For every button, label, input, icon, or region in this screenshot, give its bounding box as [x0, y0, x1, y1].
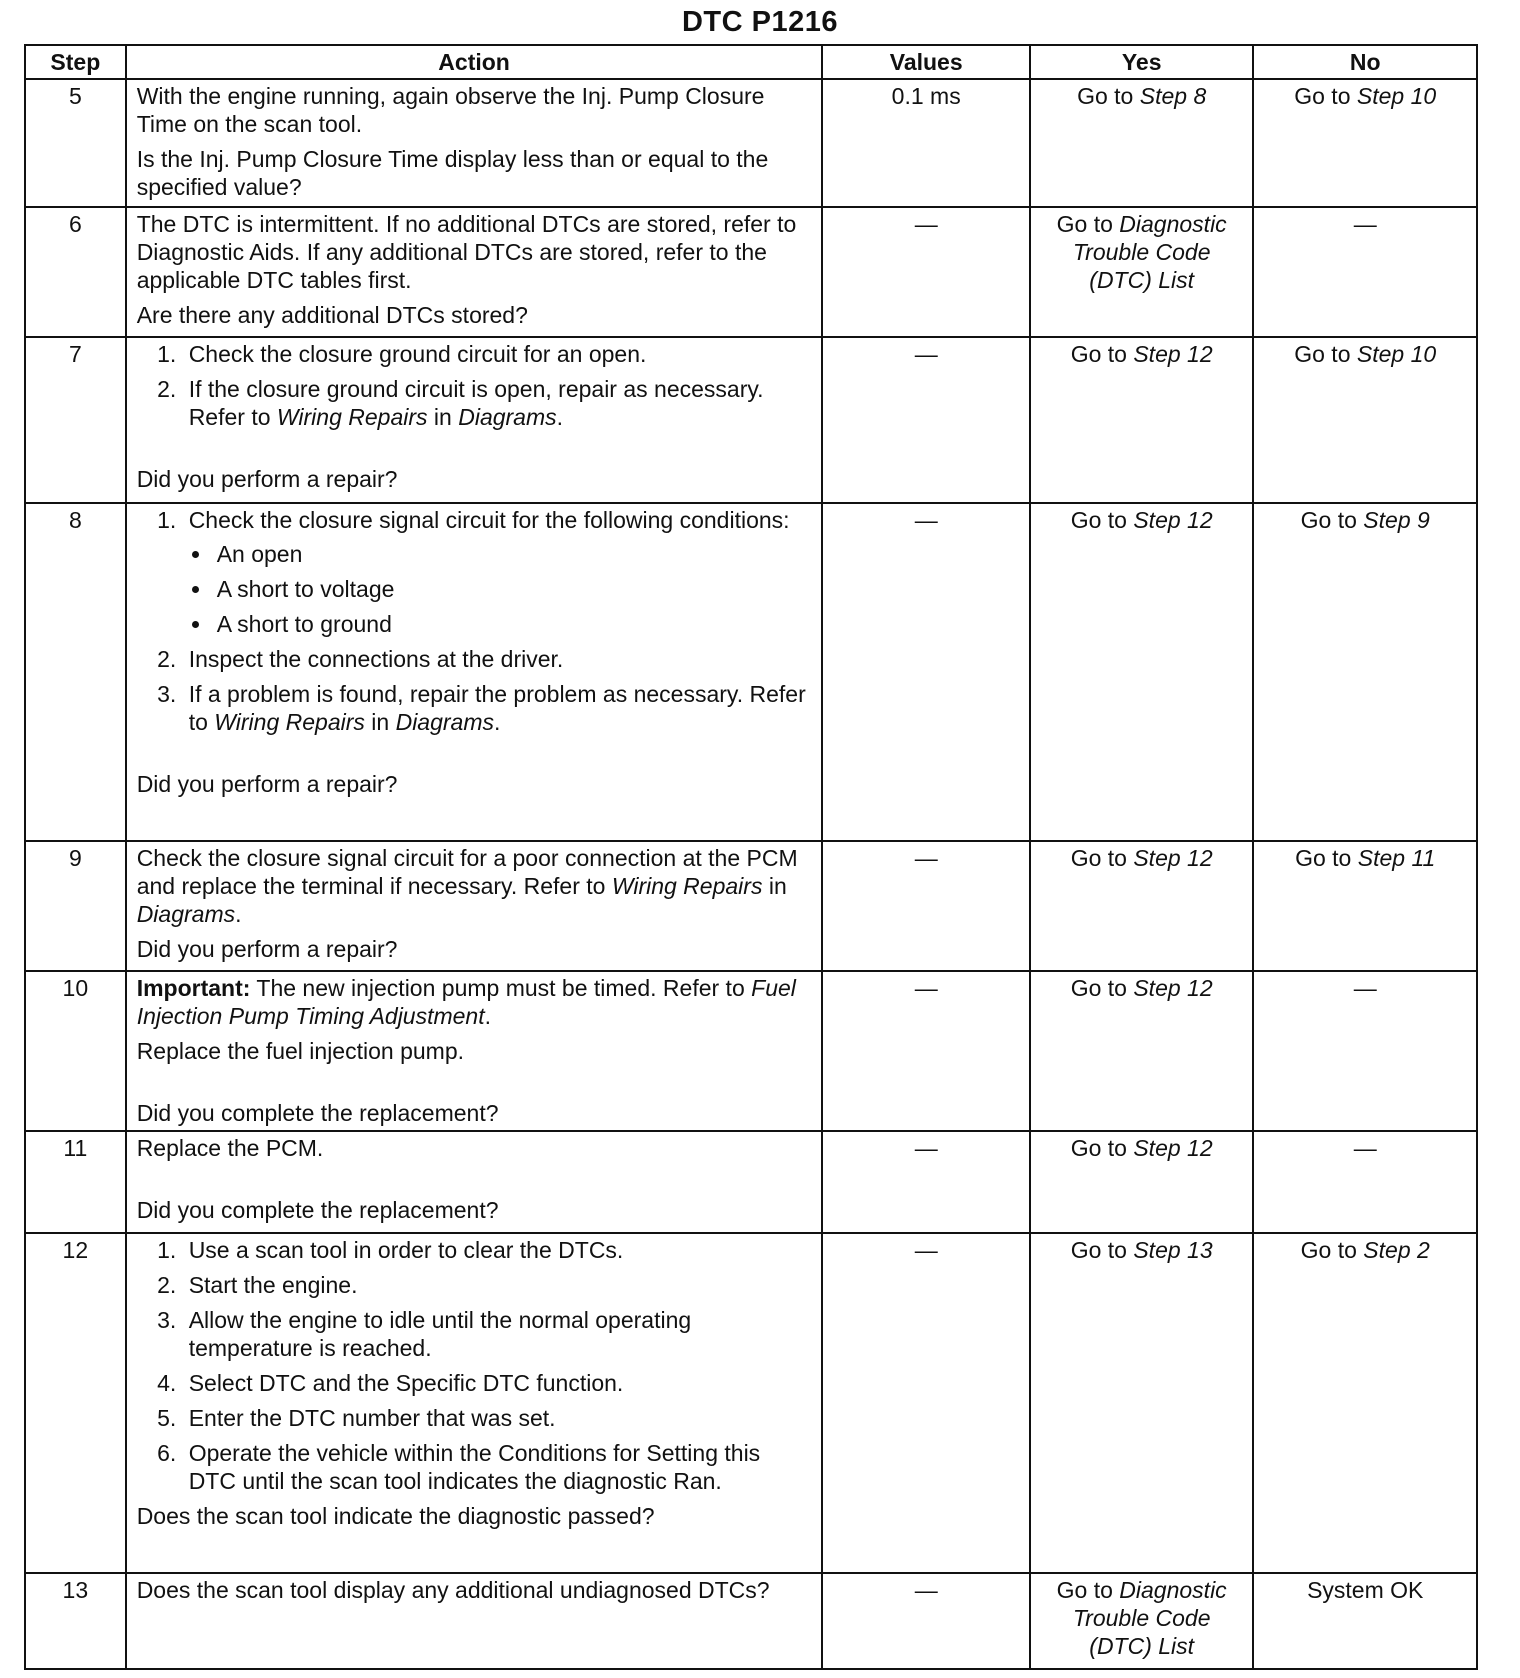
no-cell: System OK	[1253, 1573, 1477, 1669]
no-link[interactable]: Step 2	[1363, 1237, 1430, 1263]
values-cell: —	[822, 1131, 1029, 1233]
values-cell: —	[822, 841, 1029, 971]
step-number: 6	[25, 207, 126, 337]
step-number: 7	[25, 337, 126, 503]
action-text: Replace the fuel injection pump.	[136, 1038, 464, 1064]
no-cell: —	[1253, 1131, 1477, 1233]
action-cell	[126, 207, 823, 337]
header-yes: Yes	[1030, 45, 1254, 79]
important-label: Important:	[136, 975, 251, 1001]
reference-link[interactable]: Diagrams	[395, 709, 494, 735]
header-no: No	[1253, 45, 1477, 79]
action-text: The DTC is intermittent. If no additional DTCs are stored, refer to Diagnostic Aids. If any additional DTCs are stored, refer to the applicable DTC tables first.	[136, 211, 797, 293]
reference-link[interactable]: Diagrams	[136, 901, 236, 927]
reference-link[interactable]: Wiring Repairs	[214, 709, 365, 735]
table-row	[25, 79, 1477, 207]
no-cell: —	[1253, 971, 1477, 1131]
list-item: • A short to ground	[213, 610, 812, 638]
action-question: Does the scan tool indicate the diagnostic passed?	[136, 1503, 655, 1529]
action-text: With the engine running, again observe the Inj. Pump Closure Time on the scan tool.	[136, 83, 765, 137]
values-cell: —	[822, 1233, 1029, 1573]
no-link[interactable]: Step 10	[1356, 341, 1437, 367]
yes-cell: Go to Step 8	[1030, 79, 1254, 207]
action-text: Check the closure signal circuit for a poor connection at the PCM and replace the terminal if necessary. Refer to Wiring Repairs in Diagrams.	[136, 845, 798, 927]
list-item: 5. Enter the DTC number that was set.	[183, 1404, 812, 1432]
yes-link[interactable]: Step 8	[1139, 83, 1207, 109]
action-question: Does the scan tool display any additional undiagnosed DTCs?	[136, 1577, 770, 1603]
header-values: Values	[822, 45, 1029, 79]
action-list	[137, 506, 812, 736]
dtc-table	[24, 44, 1478, 1670]
action-cell	[126, 1573, 823, 1669]
list-item: 1. Check the closure signal circuit for the following conditions: • An open • A short to voltage • A short to ground	[183, 506, 812, 638]
yes-link[interactable]: Step 12	[1133, 507, 1213, 533]
step-number: 11	[25, 1131, 126, 1233]
action-cell	[126, 79, 823, 207]
no-link[interactable]: Step 10	[1356, 83, 1437, 109]
action-question: Did you perform a repair?	[136, 466, 398, 492]
values-cell: —	[822, 1573, 1029, 1669]
condition-list	[189, 540, 812, 638]
yes-link[interactable]: Diagnostic Trouble Code (DTC) List	[1072, 211, 1227, 293]
action-list	[137, 340, 812, 431]
list-item: 2. Start the engine.	[183, 1271, 812, 1299]
table-row	[25, 841, 1477, 971]
step-number: 5	[25, 79, 126, 207]
values-cell: —	[822, 207, 1029, 337]
list-item: • A short to voltage	[213, 575, 812, 603]
reference-link[interactable]: Fuel Injection Pump Timing Adjustment	[136, 975, 796, 1029]
action-question: Did you complete the replacement?	[136, 1197, 499, 1223]
reference-link[interactable]: Wiring Repairs	[611, 873, 763, 899]
values-cell: —	[822, 503, 1029, 841]
reference-link[interactable]: Diagrams	[458, 404, 557, 430]
yes-cell: Go to Step 12	[1030, 503, 1254, 841]
yes-link[interactable]: Step 13	[1133, 1237, 1213, 1263]
yes-link[interactable]: Step 12	[1133, 341, 1213, 367]
yes-cell: Go to Step 12	[1030, 1131, 1254, 1233]
action-text: Replace the PCM.	[136, 1135, 324, 1161]
yes-cell: Go to Diagnostic Trouble Code (DTC) List	[1030, 207, 1254, 337]
header-row	[25, 45, 1477, 79]
list-item: 4. Select DTC and the Specific DTC function.	[183, 1369, 812, 1397]
list-item: 3. Allow the engine to idle until the normal operating temperature is reached.	[183, 1306, 812, 1362]
table-row	[25, 1573, 1477, 1669]
action-cell	[126, 1233, 823, 1573]
step-number: 9	[25, 841, 126, 971]
list-item: 6. Operate the vehicle within the Conditions for Setting this DTC until the scan tool indicates the diagnostic Ran.	[183, 1439, 812, 1495]
list-item: • An open	[213, 540, 812, 568]
values-cell: —	[822, 971, 1029, 1131]
table-row	[25, 503, 1477, 841]
yes-link[interactable]: Step 12	[1133, 845, 1213, 871]
table-row	[25, 971, 1477, 1131]
header-action: Action	[126, 45, 823, 79]
action-cell	[126, 1131, 823, 1233]
yes-link[interactable]: Diagnostic Trouble Code (DTC) List	[1072, 1577, 1227, 1659]
yes-link[interactable]: Step 12	[1133, 975, 1213, 1001]
reference-link[interactable]: Wiring Repairs	[276, 404, 428, 430]
action-question: Are there any additional DTCs stored?	[136, 302, 528, 328]
step-number: 12	[25, 1233, 126, 1573]
table-row	[25, 1233, 1477, 1573]
step-number: 8	[25, 503, 126, 841]
list-item: 1. Use a scan tool in order to clear the DTCs.	[183, 1236, 812, 1264]
values-cell: —	[822, 337, 1029, 503]
action-cell	[126, 841, 823, 971]
no-cell: —	[1253, 207, 1477, 337]
action-text: Important: The new injection pump must be timed. Refer to Fuel Injection Pump Timing Adjustment.	[136, 975, 796, 1029]
no-link[interactable]: Step 11	[1357, 845, 1436, 871]
action-cell	[126, 337, 823, 503]
action-question: Did you perform a repair?	[136, 771, 398, 797]
action-cell	[126, 503, 823, 841]
no-cell: Go to Step 11	[1253, 841, 1477, 971]
table-row	[25, 1131, 1477, 1233]
no-cell: Go to Step 10	[1253, 337, 1477, 503]
no-link[interactable]: Step 9	[1363, 507, 1430, 533]
list-item: 3. If a problem is found, repair the problem as necessary. Refer to Wiring Repairs in Diagrams.	[183, 680, 812, 736]
yes-link[interactable]: Step 12	[1133, 1135, 1213, 1161]
step-number: 13	[25, 1573, 126, 1669]
action-cell	[126, 971, 823, 1131]
no-cell: Go to Step 2	[1253, 1233, 1477, 1573]
yes-cell: Go to Step 12	[1030, 841, 1254, 971]
action-list	[137, 1236, 812, 1495]
header-step: Step	[25, 45, 126, 79]
yes-cell: Go to Step 12	[1030, 971, 1254, 1131]
page-title: DTC P1216	[681, 6, 838, 38]
table-row	[25, 207, 1477, 337]
values-cell: 0.1 ms	[822, 79, 1029, 207]
no-cell: Go to Step 9	[1253, 503, 1477, 841]
no-cell: Go to Step 10	[1253, 79, 1477, 207]
yes-cell: Go to Diagnostic Trouble Code (DTC) List	[1030, 1573, 1254, 1669]
action-question: Did you complete the replacement?	[136, 1100, 499, 1126]
step-number: 10	[25, 971, 126, 1131]
action-question: Is the Inj. Pump Closure Time display less than or equal to the specified value?	[136, 146, 769, 200]
table-row	[25, 337, 1477, 503]
yes-cell: Go to Step 13	[1030, 1233, 1254, 1573]
list-item: 2. If the closure ground circuit is open, repair as necessary. Refer to Wiring Repairs in Diagrams.	[183, 375, 812, 431]
list-item: 2. Inspect the connections at the driver.	[183, 645, 812, 673]
yes-cell: Go to Step 12	[1030, 337, 1254, 503]
action-question: Did you perform a repair?	[136, 936, 398, 962]
list-item: 1. Check the closure ground circuit for an open.	[183, 340, 812, 368]
